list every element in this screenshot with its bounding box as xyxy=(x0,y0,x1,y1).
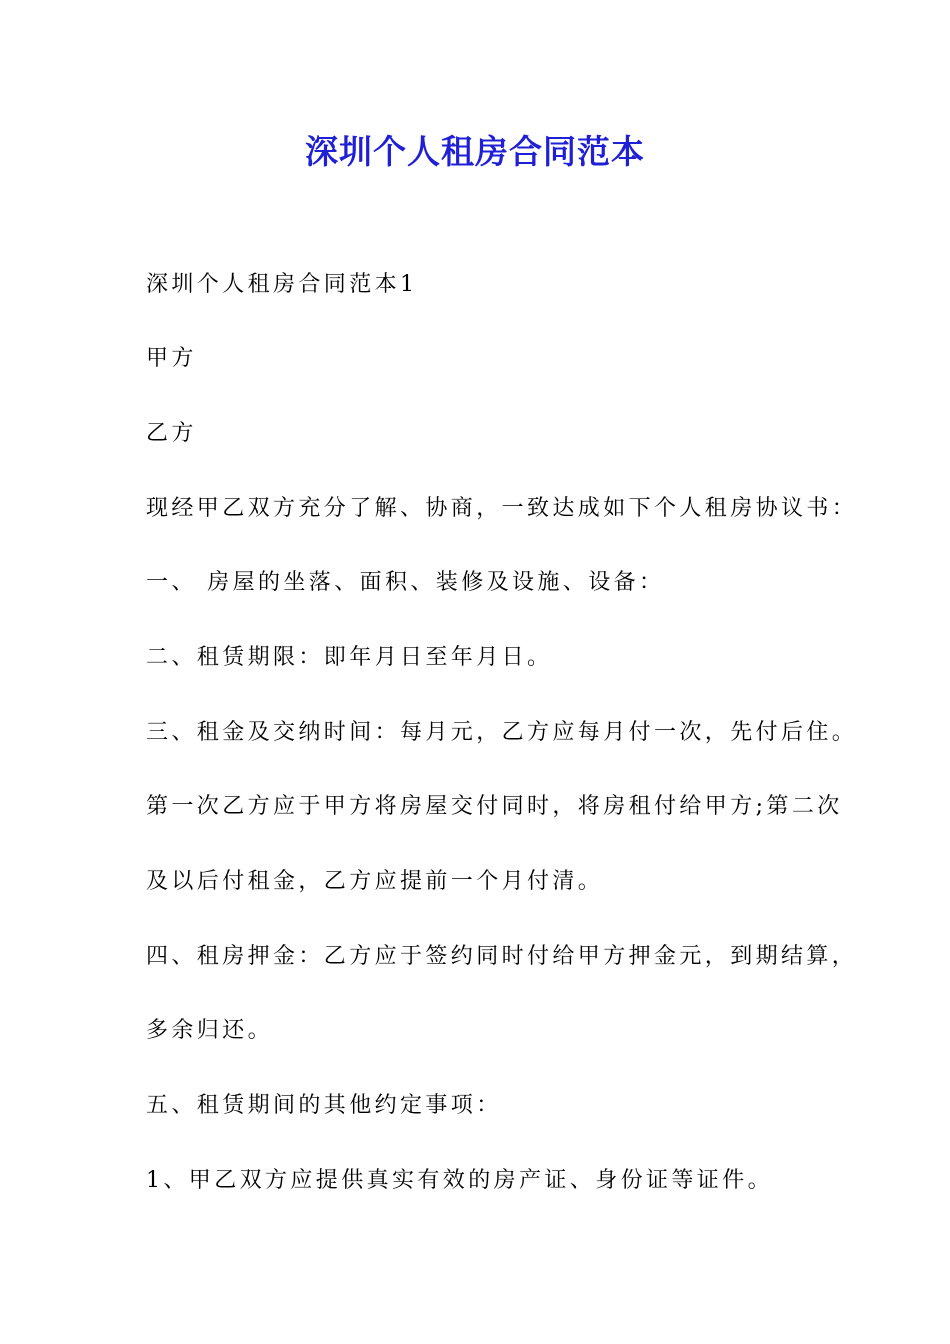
document-title: 深圳个人租房合同范本 xyxy=(305,132,645,171)
clause-3-rent-cont-2: 及以后付租金，乙方应提前一个月付清。 xyxy=(146,869,604,894)
clause-5-item-1: 1、甲乙双方应提供真实有效的房产证、身份证等证件。 xyxy=(146,1168,773,1193)
agreement-intro: 现经甲乙双方充分了解、协商，一致达成如下个人租房协议书： xyxy=(146,496,858,521)
clause-3-rent: 三、租金及交纳时间：每月元，乙方应每月付一次，先付后住。 xyxy=(146,720,858,745)
clause-3-rent-cont-1: 第一次乙方应于甲方将房屋交付同时，将房租付给甲方;第二次 xyxy=(146,794,843,819)
clause-4-deposit: 四、租房押金：乙方应于签约同时付给甲方押金元，到期结算， xyxy=(146,944,858,969)
clause-5-other: 五、租赁期间的其他约定事项： xyxy=(146,1093,502,1118)
clause-4-deposit-cont: 多余归还。 xyxy=(146,1018,274,1043)
party-b-line: 乙方 xyxy=(146,421,197,446)
clause-1-property: 一、 房屋的坐落、面积、装修及设施、设备： xyxy=(146,570,665,595)
clause-2-term: 二、租赁期限：即年月日至年月日。 xyxy=(146,645,553,670)
party-a-line: 甲方 xyxy=(146,346,197,371)
document-subtitle: 深圳个人租房合同范本1 xyxy=(146,272,418,297)
